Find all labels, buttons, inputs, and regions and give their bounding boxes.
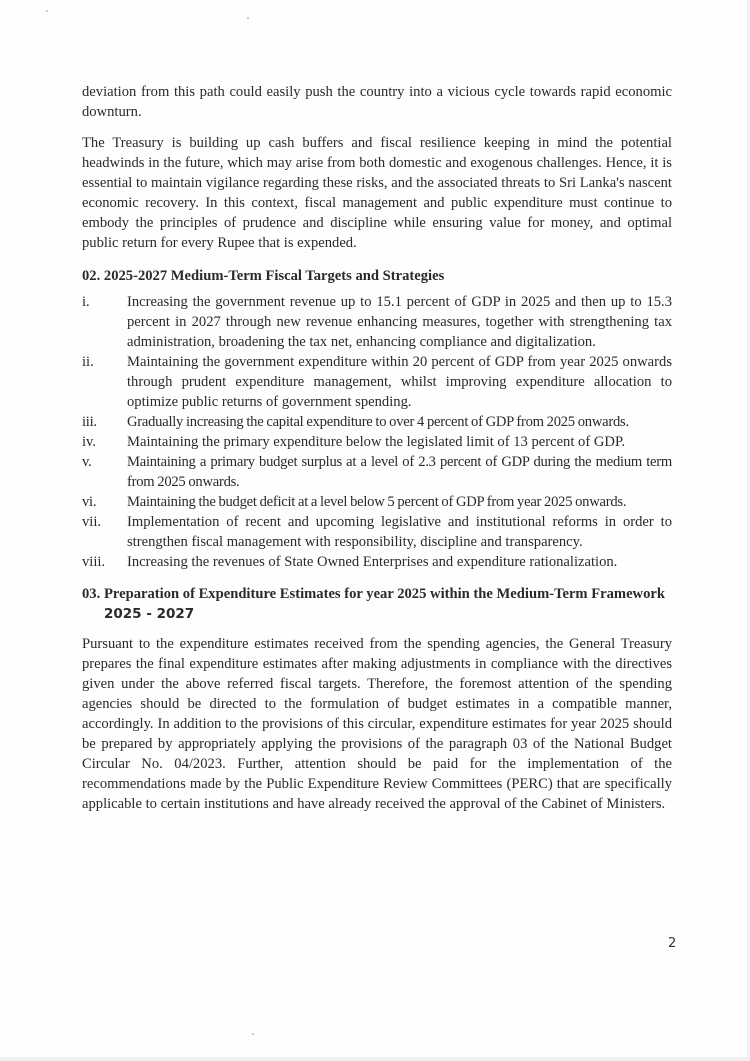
page-number: 2: [668, 936, 677, 951]
section-03-heading: [82, 584, 672, 624]
list-item: [82, 292, 672, 352]
section-03-number: 03.: [82, 586, 101, 602]
fiscal-targets-list: [82, 292, 672, 572]
list-item-text: Maintaining the primary expenditure below the legislated limit of 13 percent of GDP.: [127, 434, 626, 450]
list-item-text: Maintaining the government expenditure within 20 percent of GDP from year 2025 onwards through prudent expenditure management, whilst improving expenditure allocation to optimize public returns of government spending.: [127, 354, 672, 410]
list-item-number: i.: [82, 294, 90, 310]
list-item-number: iii.: [82, 414, 97, 430]
section-02-heading: 02. 2025-2027 Medium-Term Fiscal Targets and Strategies: [82, 268, 445, 284]
scan-speck: [252, 1033, 254, 1035]
list-item-number: viii.: [82, 554, 106, 570]
list-item-number: ii.: [82, 354, 94, 370]
section-03-title: [104, 584, 672, 624]
list-item-number: v.: [82, 454, 92, 470]
list-item-text: Implementation of recent and upcoming legislative and institutional reforms in order to strengthen fiscal management with responsibility, discipline and transparency.: [127, 514, 672, 550]
paragraph-treasury-resilience: The Treasury is building up cash buffers and fiscal resilience keeping in mind the potential headwinds in the future, which may arise from both domestic and exogenous challenges. Hence, it is essential to maintain vigilance regarding these risks, and the associated threats to Sri Lanka's nascent economic recovery. In this context, fiscal management and public expenditure must continue to embody the principles of prudence and discipline while ensuring value for money, and optimal public return for every Rupee that is expended.: [82, 135, 672, 251]
scan-edge-bottom: [0, 1057, 750, 1061]
list-item-text: Maintaining the budget deficit at a level below 5 percent of GDP from year 2025 onwards.: [127, 494, 627, 510]
list-item-number: iv.: [82, 434, 97, 450]
list-item: [82, 552, 672, 572]
list-item: [82, 512, 672, 552]
paragraph-intro-continuation: deviation from this path could easily push the country into a vicious cycle towards rapid economic downturn.: [82, 84, 672, 120]
list-item-number: vii.: [82, 514, 102, 530]
section-03-years: 2025 - 2027: [104, 606, 195, 622]
list-item-text: Increasing the revenues of State Owned Enterprises and expenditure rationalization.: [127, 554, 618, 570]
list-item-text: Increasing the government revenue up to 15.1 percent of GDP in 2025 and then up to 15.3 percent in 2027 through new revenue enhancing measures, together with strengthening tax administration, broadening the tax net, enhancing compliance and digitalization.: [127, 294, 672, 350]
document-body: [82, 82, 672, 814]
scan-speck: [46, 10, 48, 12]
section-03-title-text: Preparation of Expenditure Estimates for year 2025 within the Medium-Term Framework: [104, 586, 665, 602]
list-item: [82, 432, 672, 452]
scan-speck: [247, 17, 249, 19]
list-item-number: vi.: [82, 494, 97, 510]
paragraph-expenditure-estimates: Pursuant to the expenditure estimates received from the spending agencies, the General Treasury prepares the final expenditure estimates after making adjustments in compliance with the directives given under the above referred fiscal targets. Therefore, the foremost attention of the spending agencies should be directed to the formulation of budget estimates in a compatible manner, accordingly. In addition to the provisions of this circular, expenditure estimates for year 2025 should be prepared by appropriately applying the provisions of the paragraph 03 of the National Budget Circular No. 04/2023. Further, attention should be paid for the implementation of the recommendations made by the Public Expenditure Review Committees (PERC) that are specifically applicable to certain institutions and have already received the approval of the Cabinet of Ministers.: [82, 636, 672, 812]
list-item: [82, 352, 672, 412]
list-item: [82, 412, 672, 432]
list-item: [82, 492, 672, 512]
list-item-text: Maintaining a primary budget surplus at a level of 2.3 percent of GDP during the medium term from 2025 onwards.: [127, 454, 672, 490]
list-item-text: Gradually increasing the capital expenditure to over 4 percent of GDP from 2025 onwards.: [127, 414, 629, 430]
list-item: [82, 452, 672, 492]
